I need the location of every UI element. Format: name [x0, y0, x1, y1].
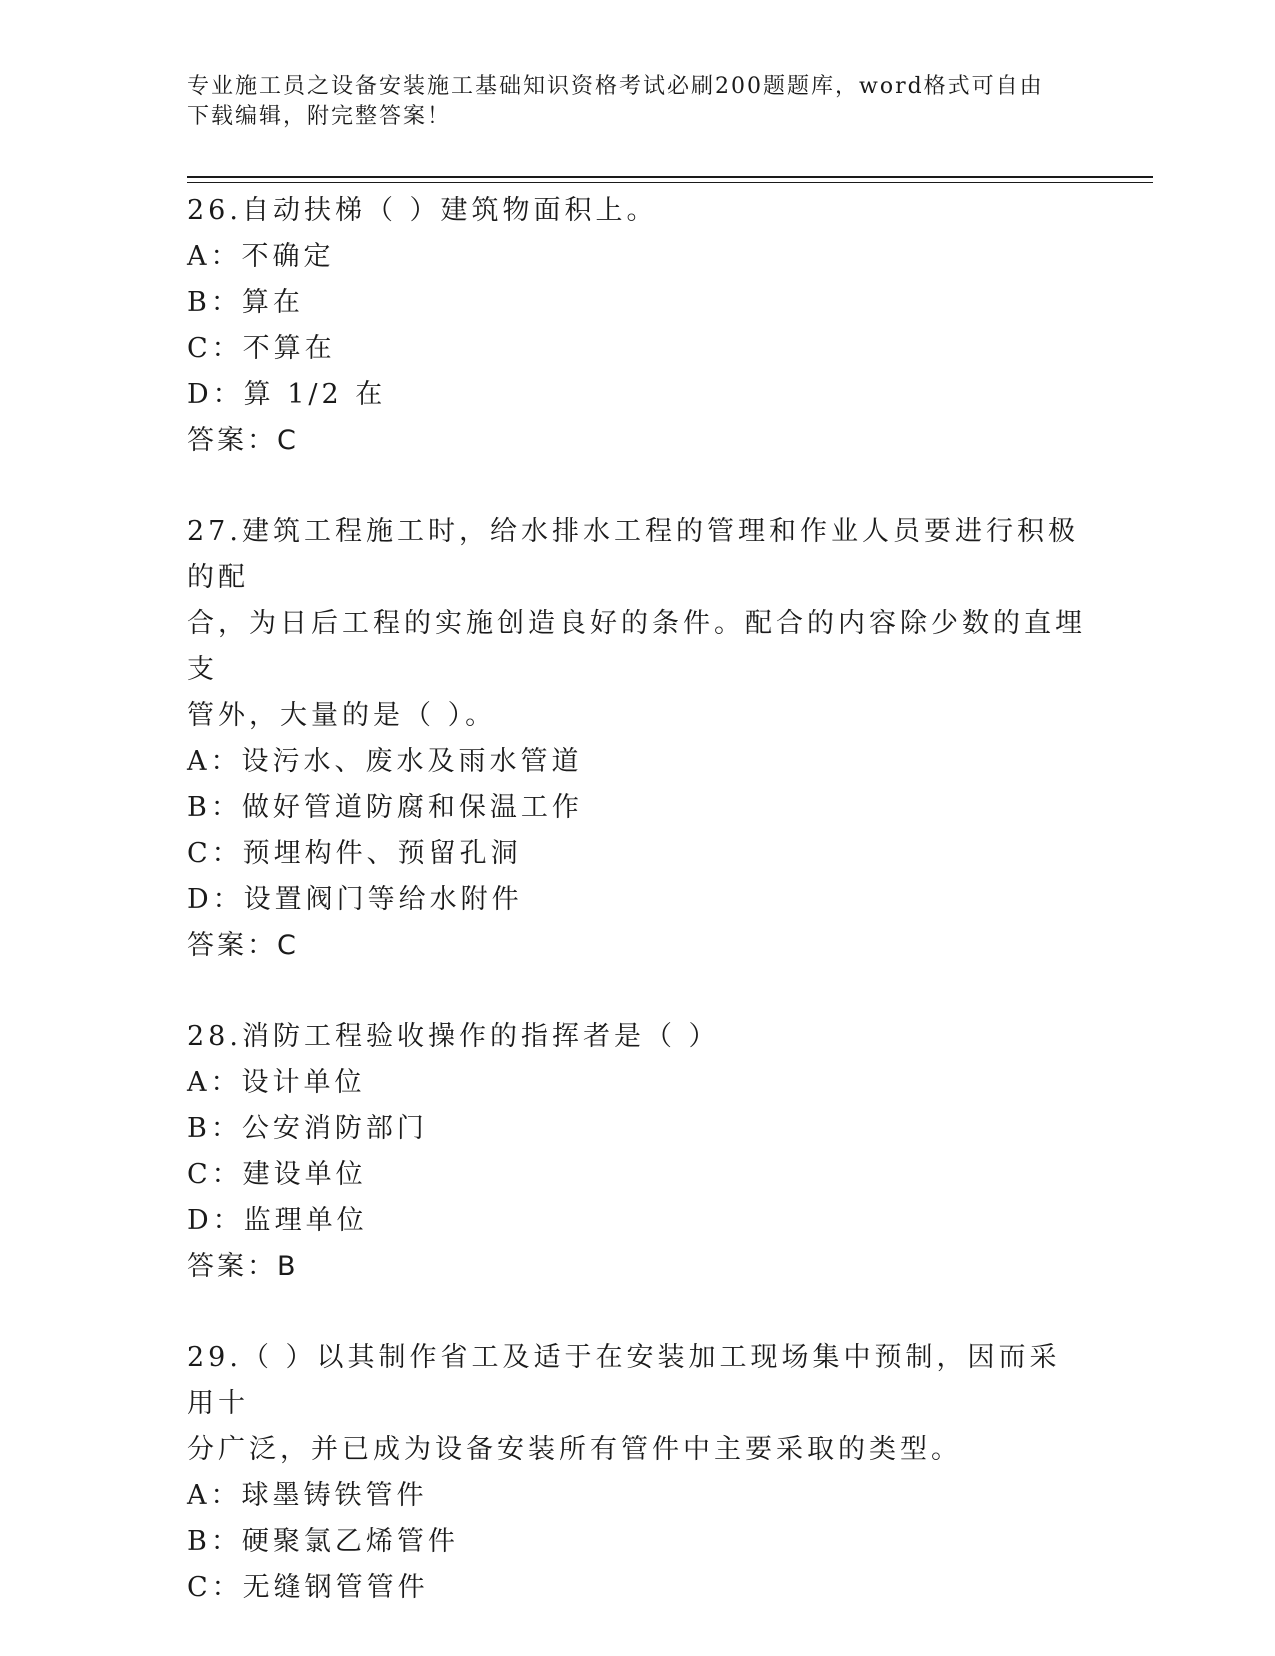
question-27 — [187, 509, 1087, 969]
question-26 — [187, 188, 1087, 464]
option-c: C：不算在 — [187, 333, 336, 364]
option-c: C：无缝钢管管件 — [187, 1572, 429, 1603]
document-header — [187, 72, 1067, 132]
question-text-line-2: 分广泛，并已成为设备安装所有管件中主要采取的类型。 — [187, 1434, 962, 1465]
option-a: A：设污水、废水及雨水管道 — [187, 746, 583, 777]
question-text-line-1: 27.建筑工程施工时，给水排水工程的管理和作业人员要进行积极的配 — [187, 516, 1079, 593]
question-29 — [187, 1335, 1087, 1611]
question-28 — [187, 1014, 1087, 1290]
option-b: B：硬聚氯乙烯管件 — [187, 1526, 459, 1557]
answer-text: 答案：C — [187, 425, 299, 456]
option-d: D：设置阀门等给水附件 — [187, 884, 523, 915]
option-b: B：公安消防部门 — [187, 1113, 428, 1144]
option-d: D：监理单位 — [187, 1205, 368, 1236]
header-divider-thick — [187, 176, 1153, 178]
question-text-line-3: 管外，大量的是（ ）。 — [187, 700, 497, 731]
option-c: C：预埋构件、预留孔洞 — [187, 838, 522, 869]
option-b: B：算在 — [187, 287, 304, 318]
option-a: A：不确定 — [187, 241, 335, 272]
answer-text: 答案：B — [187, 1251, 299, 1282]
header-line-2: 下载编辑，附完整答案！ — [187, 104, 452, 129]
question-text-line-1: 29.（ ）以其制作省工及适于在安装加工现场集中预制，因而采用十 — [187, 1342, 1061, 1419]
option-a: A：设计单位 — [187, 1067, 366, 1098]
question-text: 26.自动扶梯（ ）建筑物面积上。 — [187, 195, 658, 226]
option-d: D：算 1/2 在 — [187, 379, 387, 410]
option-c: C：建设单位 — [187, 1159, 367, 1190]
header-divider-thin — [187, 182, 1153, 183]
option-b: B：做好管道防腐和保温工作 — [187, 792, 583, 823]
answer-text: 答案：C — [187, 930, 299, 961]
question-list — [187, 188, 1087, 1656]
header-line-1: 专业施工员之设备安装施工基础知识资格考试必刷200题题库，word格式可自由 — [187, 74, 1044, 99]
question-text-line-2: 合，为日后工程的实施创造良好的条件。配合的内容除少数的直埋支 — [187, 608, 1086, 685]
option-a: A：球墨铸铁管件 — [187, 1480, 428, 1511]
question-text: 28.消防工程验收操作的指挥者是（ ） — [187, 1021, 720, 1052]
